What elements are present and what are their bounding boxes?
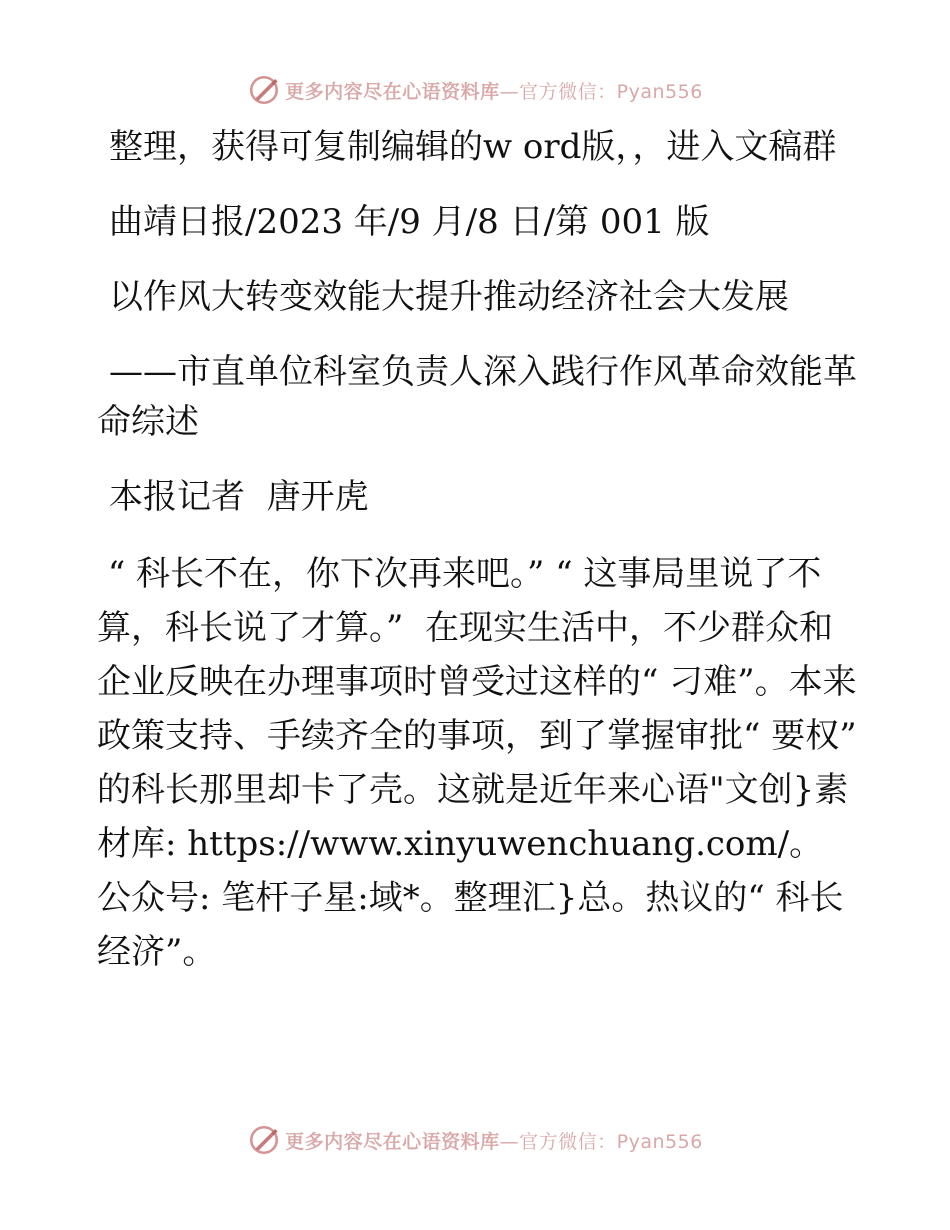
body-paragraph: “ 科长不在，你下次再来吧。” “ 这事局里说了不算，科长说了才算。” 在现实生活中，不少群众和企业反映在办理事项时曾受过这样的“ 刁难”。本来政策支持、手续齐全的事项，到了掌握审批“ 要权” 的科长那里却卡了壳。这就是近年来心语"文创}素材库: https://www.xinyuwenchuang.com/。公众号: 笔杆子星:域*。整理汇}总。热议的“ 科长经济”。 [97, 554, 868, 972]
byline: 本报记者 唐开虎 [109, 477, 369, 517]
watermark-contact: —官方微信：Pyan556 [499, 1130, 703, 1153]
header-watermark [0, 70, 950, 110]
watermark-brand: 更多内容尽在心语资料库 [285, 1130, 500, 1153]
article-title: 以作风大转变效能大提升推动经济社会大发展 [109, 277, 789, 317]
pen-logo-icon [247, 1123, 281, 1157]
notice-line: 整理，获得可复制编辑的w ord版，，进入文稿群 [109, 127, 837, 167]
document-body [97, 122, 868, 1004]
article-subtitle: ——市直单位科室负责人深入践行作风革命效能革命综述 [97, 352, 857, 442]
source-line: 曲靖日报/2023 年/9 月/8 日/第 001 版 [109, 202, 710, 242]
watermark-brand: 更多内容尽在心语资料库 [285, 80, 500, 103]
watermark-contact: —官方微信：Pyan556 [499, 80, 703, 103]
pen-logo-icon [247, 73, 281, 107]
footer-watermark [0, 1120, 950, 1160]
